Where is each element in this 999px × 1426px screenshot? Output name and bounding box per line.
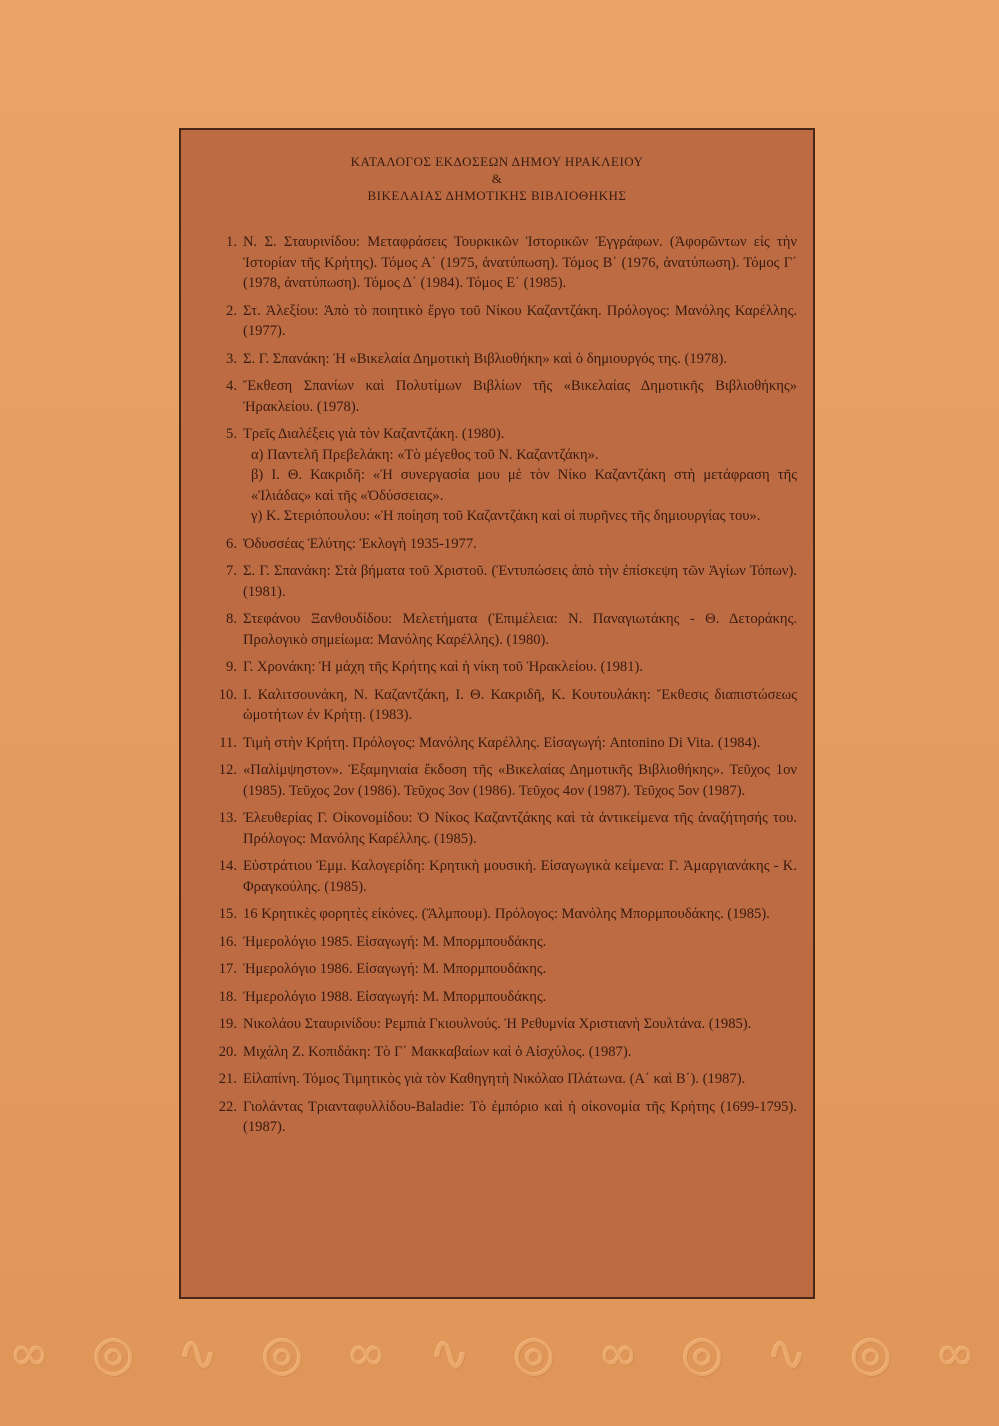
list-item-text: Νικολάου Σταυρινίδου: Ρεμπιὰ Γκιουλνούς. Ἡ Ρεθυμνία Χριστιανὴ Σουλτάνα. (1985). [243,1016,752,1032]
list-item-number: 16. [218,933,237,950]
list-item [215,856,797,897]
list-item-number: 14. [218,858,237,874]
embossed-pattern: ∞ ◎ ∿ ◎ ∞ ∿ ◎ ∞ ◎ ∿ ◎ ∞ [9,1326,990,1382]
list-item-number: 4. [226,378,237,394]
list-item-number: 22. [218,1098,237,1115]
list-item [215,376,797,417]
list-item-text: Στ. Ἀλεξίου: Ἀπὸ τὸ ποιητικὸ ἔργο τοῦ Νίκου Καζαντζάκη. Πρόλογος: Μανόλης Καρέλλης. (1977). [243,302,797,339]
list-item-text: Ἔκθεση Σπανίων καὶ Πολυτίμων Βιβλίων τῆς «Βικελαίας Δημοτικῆς Βιβλιοθήκης» Ἡρακλείου. (1978). [243,378,797,415]
list-item-number: 15. [218,906,237,922]
list-item [215,959,797,980]
list-item [215,301,797,342]
list-item-text: Ὀδυσσέας Ἐλύτης: Ἐκλογὴ 1935-1977. [243,535,477,552]
list-item [215,987,797,1008]
header-ampersand: & [491,171,503,186]
list-item [215,561,797,602]
list-item-text: Ἐλευθερίας Γ. Οἰκονομίδου: Ὁ Νίκος Καζαντζάκης καὶ τὰ ἀντικείμενα τῆς ἀναζήτησής του. Πρόλογος: Μανόλης Καρέλλης. (1985). [243,810,797,847]
header-line-1: ΚΑΤΑΛΟΓΟΣ ΕΚΔΟΣΕΩΝ ΔΗΜΟΥ ΗΡΑΚΛΕΙΟΥ [350,154,644,169]
list-item-number: 10. [218,686,237,703]
list-item-number: 7. [226,563,237,579]
list-item-number: 3. [226,350,237,367]
list-item [215,1014,797,1035]
list-item-text: Ἡμερολόγιο 1985. Εἰσαγωγή: Μ. Μπορμπουδάκης. [243,933,547,950]
list-subitem-text: α) Παντελῆ Πρεβελάκη: «Τὸ μέγεθος τοῦ Ν. Καζαντζάκη». [251,446,599,463]
list-item-text: Ἡμερολόγιο 1988. Εἰσαγωγή: Μ. Μπορμπουδάκης. [243,988,547,1005]
list-item-text: Στεφάνου Ξανθουδίδου: Μελετήματα (Ἐπιμέλεια: Ν. Παναγιωτάκης - Θ. Δετοράκης. Προλογικὸ σημείωμα: Μανόλης Καρέλλης). (1980). [243,611,797,648]
list-item-text: 16 Κρητικὲς φορητὲς εἰκόνες. (Ἄλμπουμ). Πρόλογος: Μανόλης Μπορμπουδάκης. (1985). [243,906,770,922]
list-item-text: Ἡμερολόγιο 1986. Εἰσαγωγή: Μ. Μπορμπουδάκης. [243,961,547,977]
list-item-text: Σ. Γ. Σπανάκη: Στὰ βήματα τοῦ Χριστοῦ. (Ἐντυπώσεις ἀπὸ τὴν ἐπίσκεψη τῶν Ἁγίων Τόπων). (1981). [243,563,797,600]
list-item-number: 17. [218,961,237,977]
list-item [215,808,797,849]
list-item-text: Γιολάντας Τριανταφυλλίδου-Baladie: Τὸ ἐμπόριο καὶ ἡ οἰκονομία τῆς Κρήτης (1699-1795). (1987). [243,1098,797,1135]
list-item [215,733,797,754]
list-item-text: «Παλίμψηστον». Ἑξαμηνιαία ἔκδοση τῆς «Βικελαίας Δημοτικῆς Βιβλιοθήκης». Τεῦχος 1ον (1985). Τεῦχος 2ον (1986). Τεῦχος 3ον (1986). Τεῦχος 4ον (1987). Τεῦχος 5ον (1987). [243,762,797,799]
list-item-text: Ι. Καλιτσουνάκη, Ν. Καζαντζάκη, Ι. Θ. Κακριδῆ, Κ. Κουτουλάκη: Ἔκθεσις διαπιστώσεως ὠμοτήτων ἐν Κρήτῃ. (1983). [243,686,797,723]
list-item-text: Σ. Γ. Σπανάκη: Ἡ «Βικελαία Δημοτικὴ Βιβλιοθήκη» καὶ ὁ δημιουργός της. (1978). [243,350,728,367]
list-item-number: 20. [218,1043,237,1060]
list-item [215,424,797,527]
catalog-header [181,153,813,204]
list-item-number: 8. [226,611,237,627]
list-item-text: Εὐστράτιου Ἐμμ. Καλογερίδη: Κρητικὴ μουσική. Εἰσαγωγικὰ κείμενα: Γ. Ἀμαργιανάκης - Κ. Φραγκούλης. (1985). [243,858,797,895]
header-line-2: ΒΙΚΕΛΑΙΑΣ ΔΗΜΟΤΙΚΗΣ ΒΙΒΛΙΟΘΗΚΗΣ [367,188,627,203]
list-item-text: Ν. Σ. Σταυρινίδου: Μεταφράσεις Τουρκικῶν Ἱστορικῶν Ἐγγράφων. (Ἀφορῶντων εἰς τὴν Ἱστορίαν τῆς Κρήτης). Τόμος Α΄ (1975, ἀνατύπωση). Τόμος Β΄ (1976, ἀνατύπωση). Τόμος Γ΄ (1978, ἀνατύπωση). Τόμος Δ΄ (1984). Τόμος Ε΄ (1985). [243,234,797,291]
catalog-panel [179,128,815,1299]
list-item-number: 21. [218,1071,237,1087]
list-item [215,932,797,953]
list-item-number: 6. [226,535,237,552]
list-item-text: Τιμὴ στὴν Κρήτη. Πρόλογος: Μανόλης Καρέλλης. Εἰσαγωγή: Antonino Di Vita. (1984). [243,734,761,751]
list-item-text: Τρεῖς Διαλέξεις γιὰ τὸν Καζαντζάκη. (1980). [243,426,505,442]
publication-list [215,232,797,1145]
list-item-text: Μιχάλη Ζ. Κοπιδάκη: Τὸ Γ΄ Μακκαβαίων καὶ ὁ Αἰσχύλος. (1987). [243,1043,632,1060]
list-item [215,685,797,726]
list-item [215,904,797,925]
list-item [215,1097,797,1138]
list-item-number: 1. [226,234,237,250]
list-item [215,349,797,370]
list-item [215,1042,797,1063]
list-item [215,609,797,650]
list-subitem-text: β) Ι. Θ. Κακριδῆ: «Ἡ συνεργασία μου μὲ τὸν Νίκο Καζαντζάκη στὴ μετάφραση τῆς «Ἰλιάδας» καὶ τῆς «Ὀδύσσειας». [251,467,797,504]
list-item-number: 13. [218,810,237,826]
list-item-number: 18. [218,988,237,1005]
list-item [215,760,797,801]
list-item [215,534,797,555]
list-item [215,657,797,678]
list-item-text: Γ. Χρονάκη: Ἡ μάχη τῆς Κρήτης καὶ ἡ νίκη τοῦ Ἡρακλείου. (1981). [243,659,644,675]
list-item [215,1069,797,1090]
list-item-text: Εἰλαπίνη. Τόμος Τιμητικὸς γιὰ τὸν Καθηγητὴ Νικόλαο Πλάτωνα. (Α΄ καὶ Β΄). (1987). [243,1071,746,1087]
list-subitem-text: γ) Κ. Στεριόπουλου: «Ἡ ποίηση τοῦ Καζαντζάκη καὶ οἱ πυρῆνες τῆς δημιουργίας του». [251,508,761,524]
list-item-number: 5. [226,426,237,442]
list-item-number: 12. [218,762,237,778]
list-item [215,232,797,294]
list-item-number: 2. [226,302,237,319]
list-item-number: 19. [218,1016,237,1032]
list-item-number: 11. [219,734,237,751]
list-item-number: 9. [226,659,237,675]
